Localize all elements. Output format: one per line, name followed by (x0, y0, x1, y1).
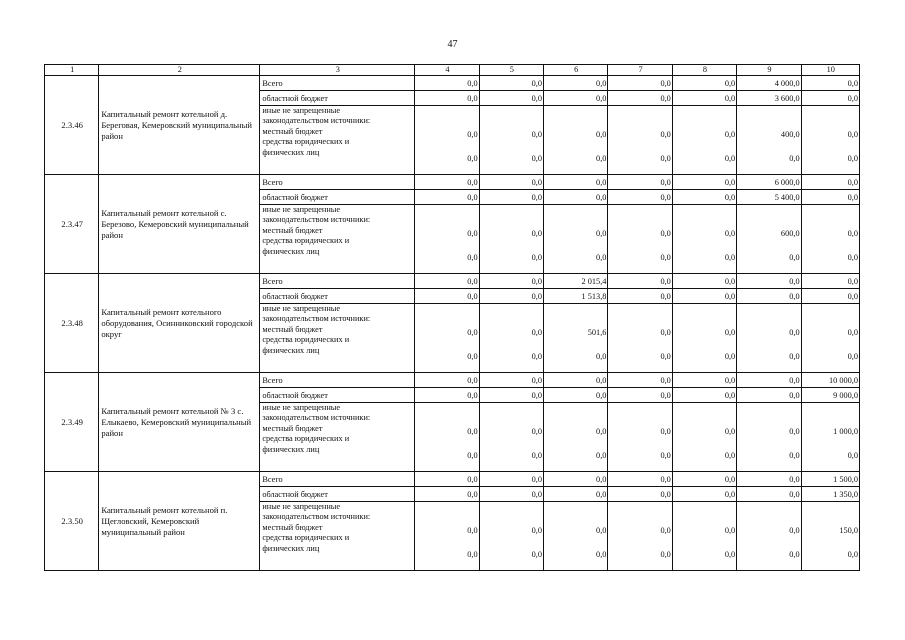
value-cell: 0,0 (479, 472, 543, 487)
local-budget-value: 0,0 (660, 229, 671, 238)
value-cell (479, 304, 543, 373)
legal-entities-value: 0,0 (660, 451, 671, 460)
value-cell: 0,0 (737, 289, 801, 304)
legal-entities-value: 0,0 (467, 451, 478, 460)
value-cell: 0,0 (608, 274, 672, 289)
source-label-line: иные не запрещенные (262, 205, 341, 214)
local-budget-value: 0,0 (789, 328, 800, 337)
value-cell (672, 403, 736, 472)
local-budget-value: 0,0 (467, 229, 478, 238)
source-label-line: местный бюджет (262, 522, 323, 532)
value-cell: 0,0 (801, 76, 859, 91)
local-budget-value: 0,0 (847, 130, 858, 139)
legal-entities-value: 0,0 (847, 154, 858, 163)
local-budget-value: 0,0 (660, 130, 671, 139)
value-cell: 6 000,0 (737, 175, 801, 190)
local-budget-value: 0,0 (596, 427, 607, 436)
legal-entities-value: 0,0 (660, 253, 671, 262)
source-label-other (260, 502, 415, 571)
source-label-line: законодательством источники: (262, 512, 371, 522)
local-budget-value: 501,6 (587, 328, 607, 337)
value-cell: 0,0 (672, 373, 736, 388)
value-cell: 0,0 (801, 274, 859, 289)
value-cell: 0,0 (608, 91, 672, 106)
value-cell (608, 205, 672, 274)
legal-entities-value: 0,0 (789, 253, 800, 262)
local-budget-value: 0,0 (531, 229, 543, 238)
value-cell (479, 502, 543, 571)
source-label-regional: областной бюджет (260, 388, 415, 403)
legal-entities-value: 0,0 (660, 352, 671, 361)
local-budget-value: 0,0 (467, 427, 478, 436)
legal-entities-value: 0,0 (789, 550, 800, 559)
source-label-line: средства юридических и (262, 533, 350, 543)
legal-entities-value: 0,0 (724, 352, 736, 361)
source-label-regional: областной бюджет (260, 289, 415, 304)
value-cell: 0,0 (672, 91, 736, 106)
legal-entities-value: 0,0 (724, 451, 736, 460)
value-cell: 0,0 (672, 274, 736, 289)
item-code: 2.3.48 (45, 274, 99, 373)
item-name: Капитальный ремонт котельной д. Береговая, Кемеровский муниципальный район (99, 76, 260, 175)
source-label-regional: областной бюджет (260, 91, 415, 106)
source-label-line: законодательством источники: (262, 215, 371, 225)
value-cell: 0,0 (672, 190, 736, 205)
value-cell: 0,0 (479, 274, 543, 289)
source-label-total: Всего (260, 76, 415, 91)
value-cell (544, 502, 608, 571)
local-budget-value: 0,0 (789, 427, 800, 436)
value-cell (672, 106, 736, 175)
item-code: 2.3.46 (45, 76, 99, 175)
value-cell: 0,0 (672, 289, 736, 304)
value-cell: 0,0 (737, 472, 801, 487)
local-budget-value: 0,0 (467, 130, 478, 139)
value-cell: 1 513,8 (544, 289, 608, 304)
value-cell (608, 106, 672, 175)
value-cell (737, 304, 801, 373)
value-cell (479, 403, 543, 472)
legal-entities-value: 0,0 (596, 451, 607, 460)
local-budget-value: 0,0 (467, 526, 478, 535)
value-cell: 0,0 (544, 388, 608, 403)
local-budget-value: 0,0 (660, 427, 671, 436)
column-header: 3 (260, 65, 415, 76)
source-label-line: иные не запрещенные (262, 403, 341, 412)
value-cell (672, 304, 736, 373)
value-cell (608, 304, 672, 373)
value-cell: 0,0 (672, 472, 736, 487)
column-header: 7 (608, 65, 672, 76)
legal-entities-value: 0,0 (724, 550, 736, 559)
value-cell: 0,0 (801, 91, 859, 106)
value-cell (801, 205, 859, 274)
local-budget-value: 0,0 (531, 328, 543, 337)
legal-entities-value: 0,0 (596, 550, 607, 559)
value-cell (801, 403, 859, 472)
value-cell: 0,0 (737, 373, 801, 388)
source-label-line: местный бюджет (262, 126, 323, 136)
value-cell (672, 205, 736, 274)
column-header: 2 (99, 65, 260, 76)
value-cell: 4 000,0 (737, 76, 801, 91)
source-label-line: физических лиц (262, 444, 320, 454)
value-cell: 0,0 (608, 190, 672, 205)
value-cell: 0,0 (415, 274, 479, 289)
value-cell (544, 403, 608, 472)
local-budget-value: 0,0 (531, 427, 543, 436)
value-cell: 0,0 (801, 289, 859, 304)
value-cell (608, 403, 672, 472)
source-label-total: Всего (260, 472, 415, 487)
value-cell: 0,0 (608, 289, 672, 304)
source-label-line: средства юридических и (262, 236, 350, 246)
source-label-total: Всего (260, 175, 415, 190)
legal-entities-value: 0,0 (596, 352, 607, 361)
local-budget-value: 0,0 (724, 229, 736, 238)
value-cell (415, 502, 479, 571)
value-cell: 0,0 (479, 373, 543, 388)
table-header-row (45, 65, 860, 76)
legal-entities-value: 0,0 (847, 253, 858, 262)
source-label-total: Всего (260, 373, 415, 388)
value-cell: 0,0 (415, 487, 479, 502)
value-cell: 1 350,0 (801, 487, 859, 502)
value-cell: 0,0 (479, 289, 543, 304)
local-budget-value: 400,0 (780, 130, 800, 139)
value-cell: 0,0 (544, 91, 608, 106)
item-name: Капитальный ремонт котельной с. Березово, Кемеровский муниципальный район (99, 175, 260, 274)
item-code: 2.3.50 (45, 472, 99, 571)
value-cell (801, 304, 859, 373)
table-row (45, 472, 860, 487)
page-number: 47 (447, 39, 458, 50)
local-budget-value: 600,0 (780, 229, 800, 238)
legal-entities-value: 0,0 (847, 451, 858, 460)
legal-entities-value: 0,0 (531, 154, 543, 163)
value-cell: 0,0 (672, 487, 736, 502)
value-cell: 0,0 (608, 388, 672, 403)
value-cell (801, 502, 859, 571)
source-label-line: местный бюджет (262, 324, 323, 334)
source-label-line: иные не запрещенные (262, 106, 341, 115)
value-cell: 0,0 (415, 289, 479, 304)
value-cell (737, 502, 801, 571)
source-label-line: законодательством источники: (262, 116, 371, 126)
legal-entities-value: 0,0 (789, 352, 800, 361)
local-budget-value: 0,0 (531, 526, 543, 535)
value-cell: 0,0 (672, 76, 736, 91)
legal-entities-value: 0,0 (789, 154, 800, 163)
value-cell (544, 304, 608, 373)
value-cell (672, 502, 736, 571)
value-cell: 3 600,0 (737, 91, 801, 106)
local-budget-value: 0,0 (596, 130, 607, 139)
value-cell: 0,0 (415, 373, 479, 388)
local-budget-value: 150,0 (839, 526, 858, 535)
value-cell: 0,0 (479, 190, 543, 205)
value-cell: 0,0 (544, 76, 608, 91)
item-name: Капитальный ремонт котельного оборудования, Осинниковский городской округ (99, 274, 260, 373)
source-label-other (260, 304, 415, 373)
value-cell: 0,0 (672, 175, 736, 190)
table-row (45, 175, 860, 190)
value-cell: 0,0 (737, 487, 801, 502)
legal-entities-value: 0,0 (789, 451, 800, 460)
source-label-line: законодательством источники: (262, 413, 371, 423)
table-row (45, 373, 860, 388)
source-label-line: иные не запрещенные (262, 502, 341, 511)
local-budget-value: 0,0 (596, 229, 607, 238)
legal-entities-value: 0,0 (467, 154, 478, 163)
value-cell: 0,0 (544, 472, 608, 487)
legal-entities-value: 0,0 (724, 154, 736, 163)
value-cell: 5 400,0 (737, 190, 801, 205)
value-cell: 9 000,0 (801, 388, 859, 403)
value-cell (608, 502, 672, 571)
value-cell: 0,0 (544, 373, 608, 388)
column-header: 10 (801, 65, 859, 76)
value-cell: 0,0 (608, 373, 672, 388)
local-budget-value: 0,0 (596, 526, 607, 535)
value-cell: 10 000,0 (801, 373, 859, 388)
source-label-other (260, 205, 415, 274)
source-label-other (260, 106, 415, 175)
source-label-line: средства юридических и (262, 137, 350, 147)
column-header: 9 (737, 65, 801, 76)
column-header: 5 (479, 65, 543, 76)
source-label-line: физических лиц (262, 345, 320, 355)
value-cell (737, 403, 801, 472)
value-cell: 0,0 (415, 175, 479, 190)
local-budget-value: 0,0 (847, 328, 858, 337)
legal-entities-value: 0,0 (531, 352, 543, 361)
column-header: 4 (415, 65, 479, 76)
value-cell: 0,0 (479, 76, 543, 91)
value-cell: 0,0 (479, 487, 543, 502)
legal-entities-value: 0,0 (596, 253, 607, 262)
value-cell (479, 205, 543, 274)
value-cell: 2 015,4 (544, 274, 608, 289)
legal-entities-value: 0,0 (467, 352, 478, 361)
local-budget-value: 0,0 (724, 130, 736, 139)
source-label-line: местный бюджет (262, 225, 323, 235)
source-label-regional: областной бюджет (260, 190, 415, 205)
value-cell (737, 205, 801, 274)
legal-entities-value: 0,0 (596, 154, 607, 163)
source-label-total: Всего (260, 274, 415, 289)
value-cell (544, 106, 608, 175)
value-cell (479, 106, 543, 175)
value-cell: 0,0 (544, 190, 608, 205)
value-cell: 0,0 (737, 388, 801, 403)
value-cell: 0,0 (479, 91, 543, 106)
value-cell: 0,0 (415, 472, 479, 487)
legal-entities-value: 0,0 (467, 550, 478, 559)
table-row (45, 76, 860, 91)
source-label-line: законодательством источники: (262, 314, 371, 324)
legal-entities-value: 0,0 (467, 253, 478, 262)
item-name: Капитальный ремонт котельной п. Щегловский, Кемеровский муниципальный район (99, 472, 260, 571)
value-cell: 1 500,0 (801, 472, 859, 487)
local-budget-value: 0,0 (660, 328, 671, 337)
local-budget-value: 0,0 (660, 526, 671, 535)
local-budget-value: 0,0 (847, 229, 858, 238)
legal-entities-value: 0,0 (660, 550, 671, 559)
legal-entities-value: 0,0 (531, 253, 543, 262)
source-label-line: средства юридических и (262, 434, 350, 444)
value-cell: 0,0 (544, 175, 608, 190)
value-cell: 0,0 (801, 190, 859, 205)
value-cell (415, 106, 479, 175)
value-cell: 0,0 (608, 76, 672, 91)
value-cell: 0,0 (415, 190, 479, 205)
source-label-line: иные не запрещенные (262, 304, 341, 313)
legal-entities-value: 0,0 (531, 550, 543, 559)
source-label-line: физических лиц (262, 543, 320, 553)
value-cell: 0,0 (737, 274, 801, 289)
legal-entities-value: 0,0 (660, 154, 671, 163)
column-header: 1 (45, 65, 99, 76)
source-label-line: местный бюджет (262, 423, 323, 433)
legal-entities-value: 0,0 (724, 253, 736, 262)
source-label-line: средства юридических и (262, 335, 350, 345)
value-cell: 0,0 (415, 76, 479, 91)
value-cell (801, 106, 859, 175)
source-label-line: физических лиц (262, 246, 320, 256)
value-cell: 0,0 (415, 388, 479, 403)
column-header: 6 (544, 65, 608, 76)
local-budget-value: 0,0 (724, 328, 736, 337)
source-label-regional: областной бюджет (260, 487, 415, 502)
legal-entities-value: 0,0 (847, 550, 858, 559)
value-cell: 0,0 (608, 487, 672, 502)
value-cell: 0,0 (479, 175, 543, 190)
value-cell: 0,0 (544, 487, 608, 502)
item-code: 2.3.47 (45, 175, 99, 274)
value-cell: 0,0 (608, 472, 672, 487)
value-cell: 0,0 (608, 175, 672, 190)
value-cell: 0,0 (479, 388, 543, 403)
value-cell: 0,0 (415, 91, 479, 106)
legal-entities-value: 0,0 (847, 352, 858, 361)
value-cell (415, 304, 479, 373)
item-name: Капитальный ремонт котельной № 3 с. Елыкаево, Кемеровский муниципальный район (99, 373, 260, 472)
local-budget-value: 0,0 (789, 526, 800, 535)
value-cell (737, 106, 801, 175)
legal-entities-value: 0,0 (531, 451, 543, 460)
source-label-other (260, 403, 415, 472)
local-budget-value: 1 000,0 (833, 427, 858, 436)
column-header: 8 (672, 65, 736, 76)
budget-table (44, 64, 860, 571)
value-cell (544, 205, 608, 274)
local-budget-value: 0,0 (724, 427, 736, 436)
item-code: 2.3.49 (45, 373, 99, 472)
value-cell (415, 403, 479, 472)
value-cell (415, 205, 479, 274)
table-row (45, 274, 860, 289)
local-budget-value: 0,0 (724, 526, 736, 535)
value-cell: 0,0 (801, 175, 859, 190)
local-budget-value: 0,0 (467, 328, 478, 337)
source-label-line: физических лиц (262, 147, 320, 157)
value-cell: 0,0 (672, 388, 736, 403)
local-budget-value: 0,0 (531, 130, 543, 139)
